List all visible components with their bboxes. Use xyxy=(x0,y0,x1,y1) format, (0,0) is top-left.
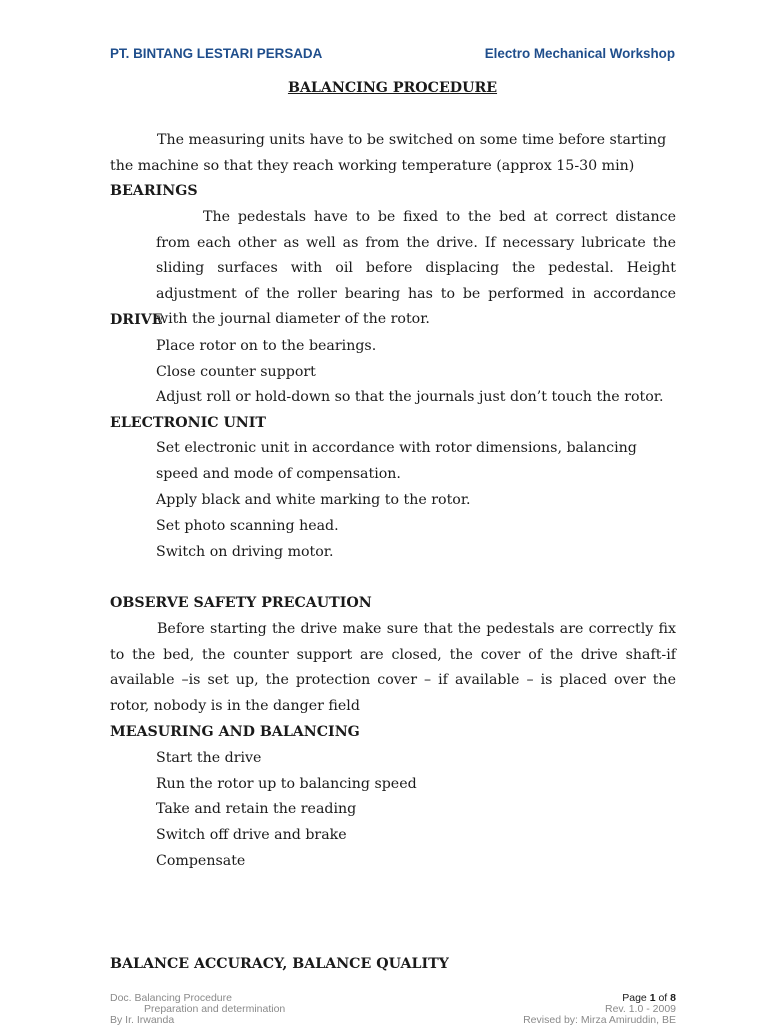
list-item: Take and retain the reading xyxy=(156,801,357,817)
company-name: PT. BINTANG LESTARI PERSADA xyxy=(110,46,323,61)
list-item: Set electronic unit in accordance with rotor dimensions, balancing speed and mode of compensation. xyxy=(156,440,637,482)
page-header xyxy=(110,46,675,61)
list-item: Apply black and white marking to the rotor. xyxy=(156,492,471,508)
safety-paragraph: Before starting the drive make sure that the pedestals are correctly fix to the bed, the counter support are closed, the cover of the drive shaft-if available –is set up, the protection cover – if available – is placed over the rotor, nobody is in the danger field xyxy=(110,621,676,714)
list-item: Start the drive xyxy=(156,750,262,766)
document-title: BALANCING PROCEDURE xyxy=(287,80,498,96)
accuracy-heading: BALANCE ACCURACY, BALANCE QUALITY xyxy=(110,956,449,972)
page-footer xyxy=(110,993,676,1026)
list-item: Place rotor on to the bearings. xyxy=(156,338,377,354)
list-item: Close counter support xyxy=(156,364,316,380)
bearings-heading: BEARINGS xyxy=(110,183,198,199)
electronic-unit-heading: ELECTRONIC UNIT xyxy=(110,415,266,431)
footer-author: By Ir. Irwanda xyxy=(110,1014,175,1026)
page-number: Page 1 of 8 xyxy=(622,992,676,1004)
intro-paragraph: The measuring units have to be switched on some time before starting the machine so that they reach working temperature (approx 15-30 min) xyxy=(110,132,667,174)
list-item: Set photo scanning head. xyxy=(156,518,339,534)
footer-subtitle: Preparation and determination xyxy=(144,1003,286,1015)
footer-doc: Doc. Balancing Procedure xyxy=(110,992,232,1004)
department-name: Electro Mechanical Workshop xyxy=(484,46,675,61)
drive-heading: DRIVE xyxy=(110,312,163,328)
measuring-heading: MEASURING AND BALANCING xyxy=(110,724,360,740)
safety-heading: OBSERVE SAFETY PRECAUTION xyxy=(110,595,372,611)
list-item: Adjust roll or hold-down so that the journals just don’t touch the rotor. xyxy=(156,389,664,405)
list-item: Switch on driving motor. xyxy=(156,544,334,560)
list-item: Switch off drive and brake xyxy=(156,827,347,843)
list-item: Compensate xyxy=(156,853,246,869)
footer-revised-by: Revised by: Mirza Amiruddin, BE xyxy=(523,1014,676,1026)
list-item: Run the rotor up to balancing speed xyxy=(156,776,417,792)
bearings-paragraph: The pedestals have to be fixed to the bed at correct distance from each other as well as from the drive. If necessary lubricate the sliding surfaces with oil before displacing the pedestal. Height adjustment of the roller bearing has to be performed in accordance with the journal diameter of the rotor. xyxy=(156,209,676,328)
footer-revision: Rev. 1.0 - 2009 xyxy=(604,1003,676,1015)
